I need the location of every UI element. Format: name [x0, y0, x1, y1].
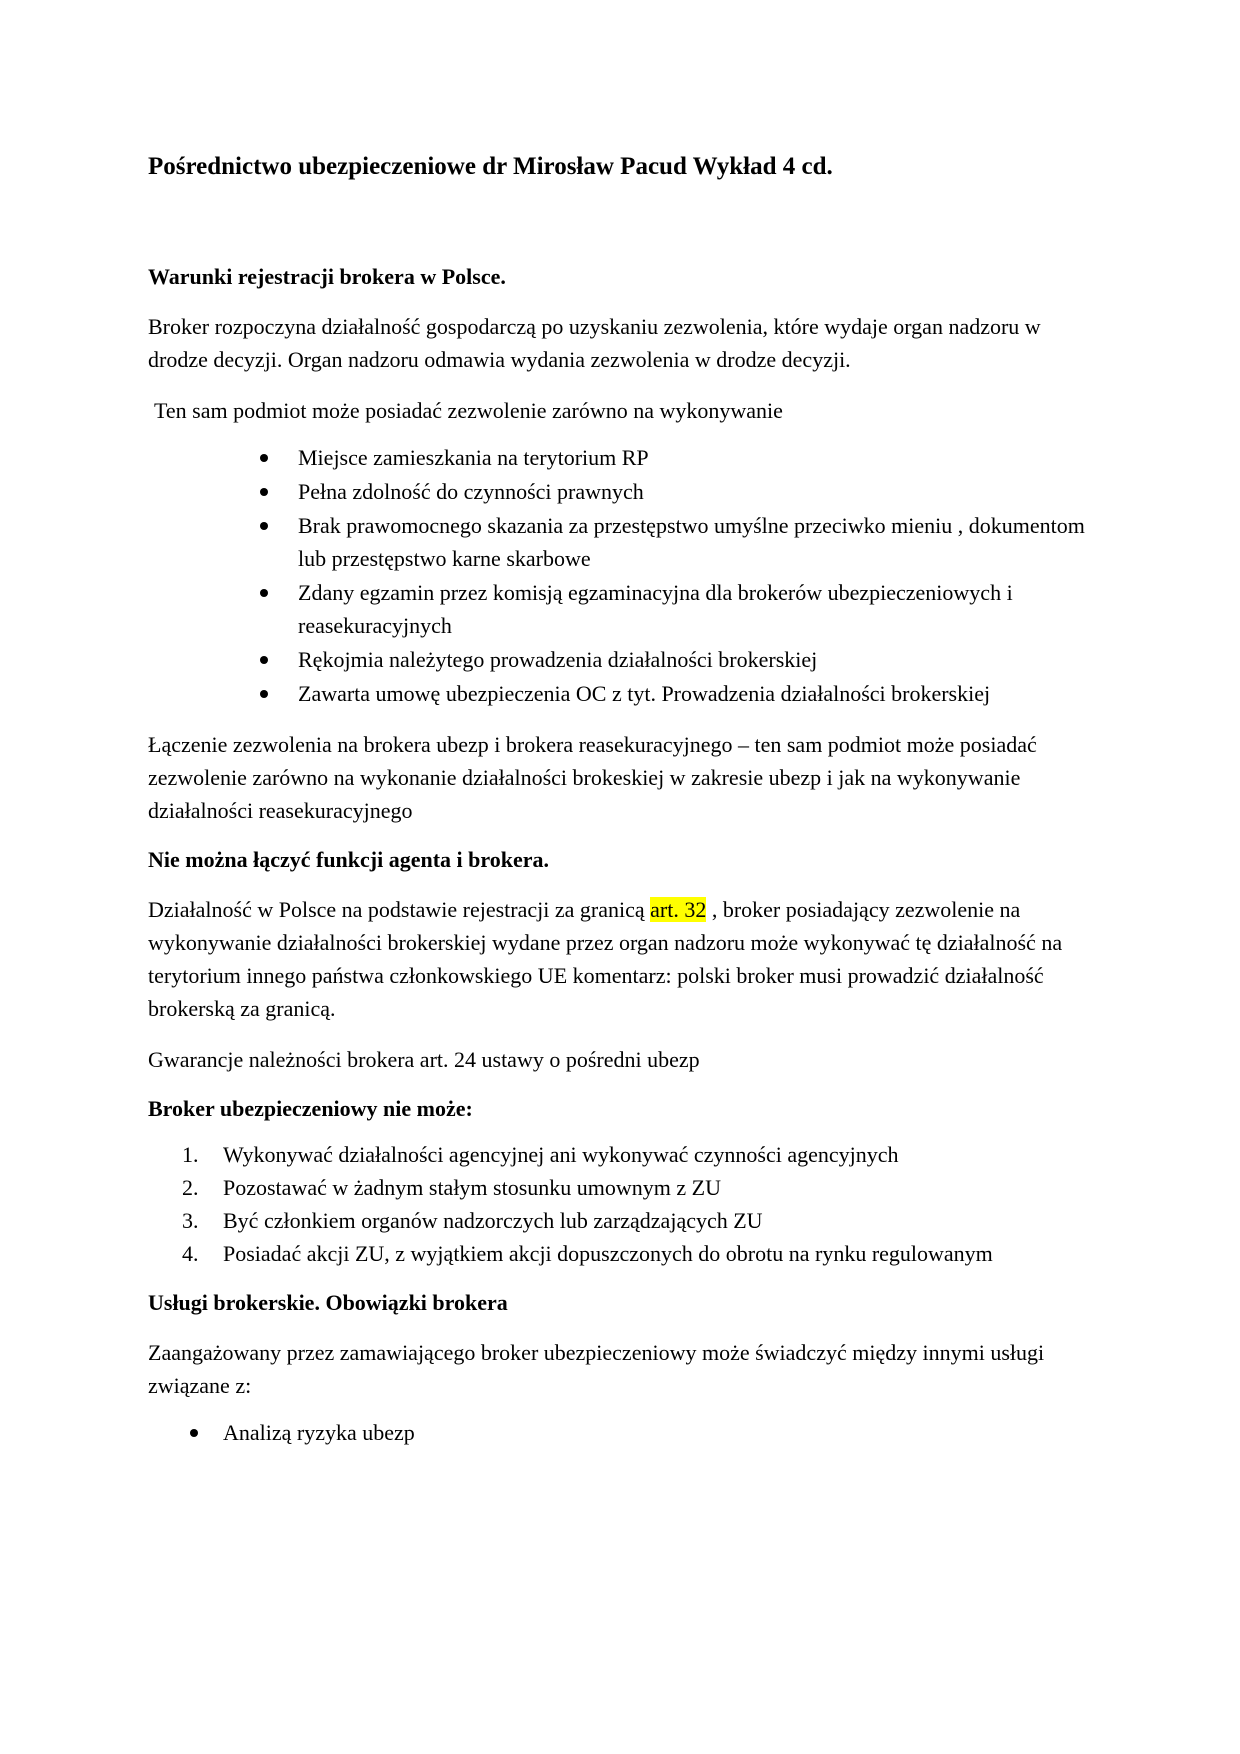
paragraph-combining-permits: Łączenie zezwolenia na brokera ubezp i brokera reasekuracyjnego – ten sam podmiot może posiadać zezwolenie zarówno na wykonanie działalności brokeskiej w zakresie ubezp i jak na wykonywanie działalności reasekuracyjnego: [148, 732, 1037, 823]
list-item-number: 3.: [182, 1208, 199, 1233]
list-item: [148, 509, 1098, 575]
bullet-icon: [260, 454, 268, 462]
list-item-text: Analizą ryzyka ubezp: [223, 1420, 415, 1445]
bullet-icon: [260, 488, 268, 496]
paragraph-broker-services: Zaangażowany przez zamawiającego broker ubezpieczeniowy może świadczyć między innymi usługi związane z:: [148, 1340, 1045, 1398]
list-item-number: 2.: [182, 1175, 199, 1200]
paragraph-same-entity: Ten sam podmiot może posiadać zezwolenie zarówno na wykonywanie: [154, 398, 783, 423]
list-item: [148, 1237, 1098, 1270]
paragraph-text-after: , broker posiadający zezwolenie na wykonywanie działalności brokerskiej wydane przez organ nadzoru może wykonywać tę działalność na terytorium innego państwa członkowskiego UE komentarz: polski broker musi prowadzić działalność brokerską za granicą.: [148, 897, 1063, 1021]
list-item: [148, 1416, 1098, 1449]
paragraph-guarantees: Gwarancje należności brokera art. 24 ustawy o pośredni ubezp: [148, 1047, 700, 1072]
bullet-icon: [190, 1429, 198, 1437]
paragraph-foreign-registration: [148, 893, 1098, 1025]
list-item-text: Rękojmia należytego prowadzenia działalności brokerskiej: [298, 647, 818, 672]
document-title: Pośrednictwo ubezpieczeniowe dr Mirosław Pacud Wykład 4 cd.: [148, 153, 833, 180]
bullet-icon: [260, 589, 268, 597]
highlighted-article-reference: art. 32: [650, 897, 707, 922]
bullet-icon: [260, 522, 268, 530]
list-item: [148, 643, 1098, 676]
list-item-text: Być członkiem organów nadzorczych lub zarządzających ZU: [223, 1208, 763, 1233]
list-item-text: Posiadać akcji ZU, z wyjątkiem akcji dopuszczonych do obrotu na rynku regulowanym: [223, 1241, 993, 1266]
list-item-text: Brak prawomocnego skazania za przestępstwo umyślne przeciwko mieniu , dokumentom lub przestępstwo karne skarbowe: [298, 513, 1085, 571]
list-item: [148, 1138, 1098, 1171]
list-item-text: Pozostawać w żadnym stałym stosunku umownym z ZU: [223, 1175, 721, 1200]
bullet-icon: [260, 656, 268, 664]
list-item-text: Zawarta umowę ubezpieczenia OC z tyt. Prowadzenia działalności brokerskiej: [298, 681, 991, 706]
prohibitions-list: [148, 1138, 1098, 1270]
list-item: [148, 677, 1098, 710]
document-page: [148, 150, 1098, 1450]
list-item-number: 4.: [182, 1241, 199, 1266]
list-item: [148, 441, 1098, 474]
requirements-list: [148, 441, 1098, 710]
section-heading-broker-services: Usługi brokerskie. Obowiązki brokera: [148, 1290, 508, 1315]
section-heading-agent-broker: Nie można łączyć funkcji agenta i brokera.: [148, 847, 550, 872]
list-item-text: Miejsce zamieszkania na terytorium RP: [298, 445, 649, 470]
list-item-text: Wykonywać działalności agencyjnej ani wykonywać czynności agencyjnych: [223, 1142, 899, 1167]
list-item-text: Zdany egzamin przez komisją egzaminacyjna dla brokerów ubezpieczeniowych i reasekuracyjnych: [298, 580, 1013, 638]
list-item: [148, 576, 1098, 642]
services-list: [148, 1416, 1098, 1449]
list-item: [148, 1204, 1098, 1237]
paragraph-permit: Broker rozpoczyna działalność gospodarczą po uzyskaniu zezwolenia, które wydaje organ nadzoru w drodze decyzji. Organ nadzoru odmawia wydania zezwolenia w drodze decyzji.: [148, 314, 1041, 372]
section-heading-broker-prohibitions: Broker ubezpieczeniowy nie może:: [148, 1096, 473, 1121]
list-item: [148, 1171, 1098, 1204]
list-item: [148, 475, 1098, 508]
list-item-text: Pełna zdolność do czynności prawnych: [298, 479, 644, 504]
paragraph-text-before: Działalność w Polsce na podstawie rejestracji za granicą: [148, 897, 651, 922]
bullet-icon: [260, 690, 268, 698]
list-item-number: 1.: [182, 1142, 199, 1167]
section-heading-registration: Warunki rejestracji brokera w Polsce.: [148, 264, 506, 289]
